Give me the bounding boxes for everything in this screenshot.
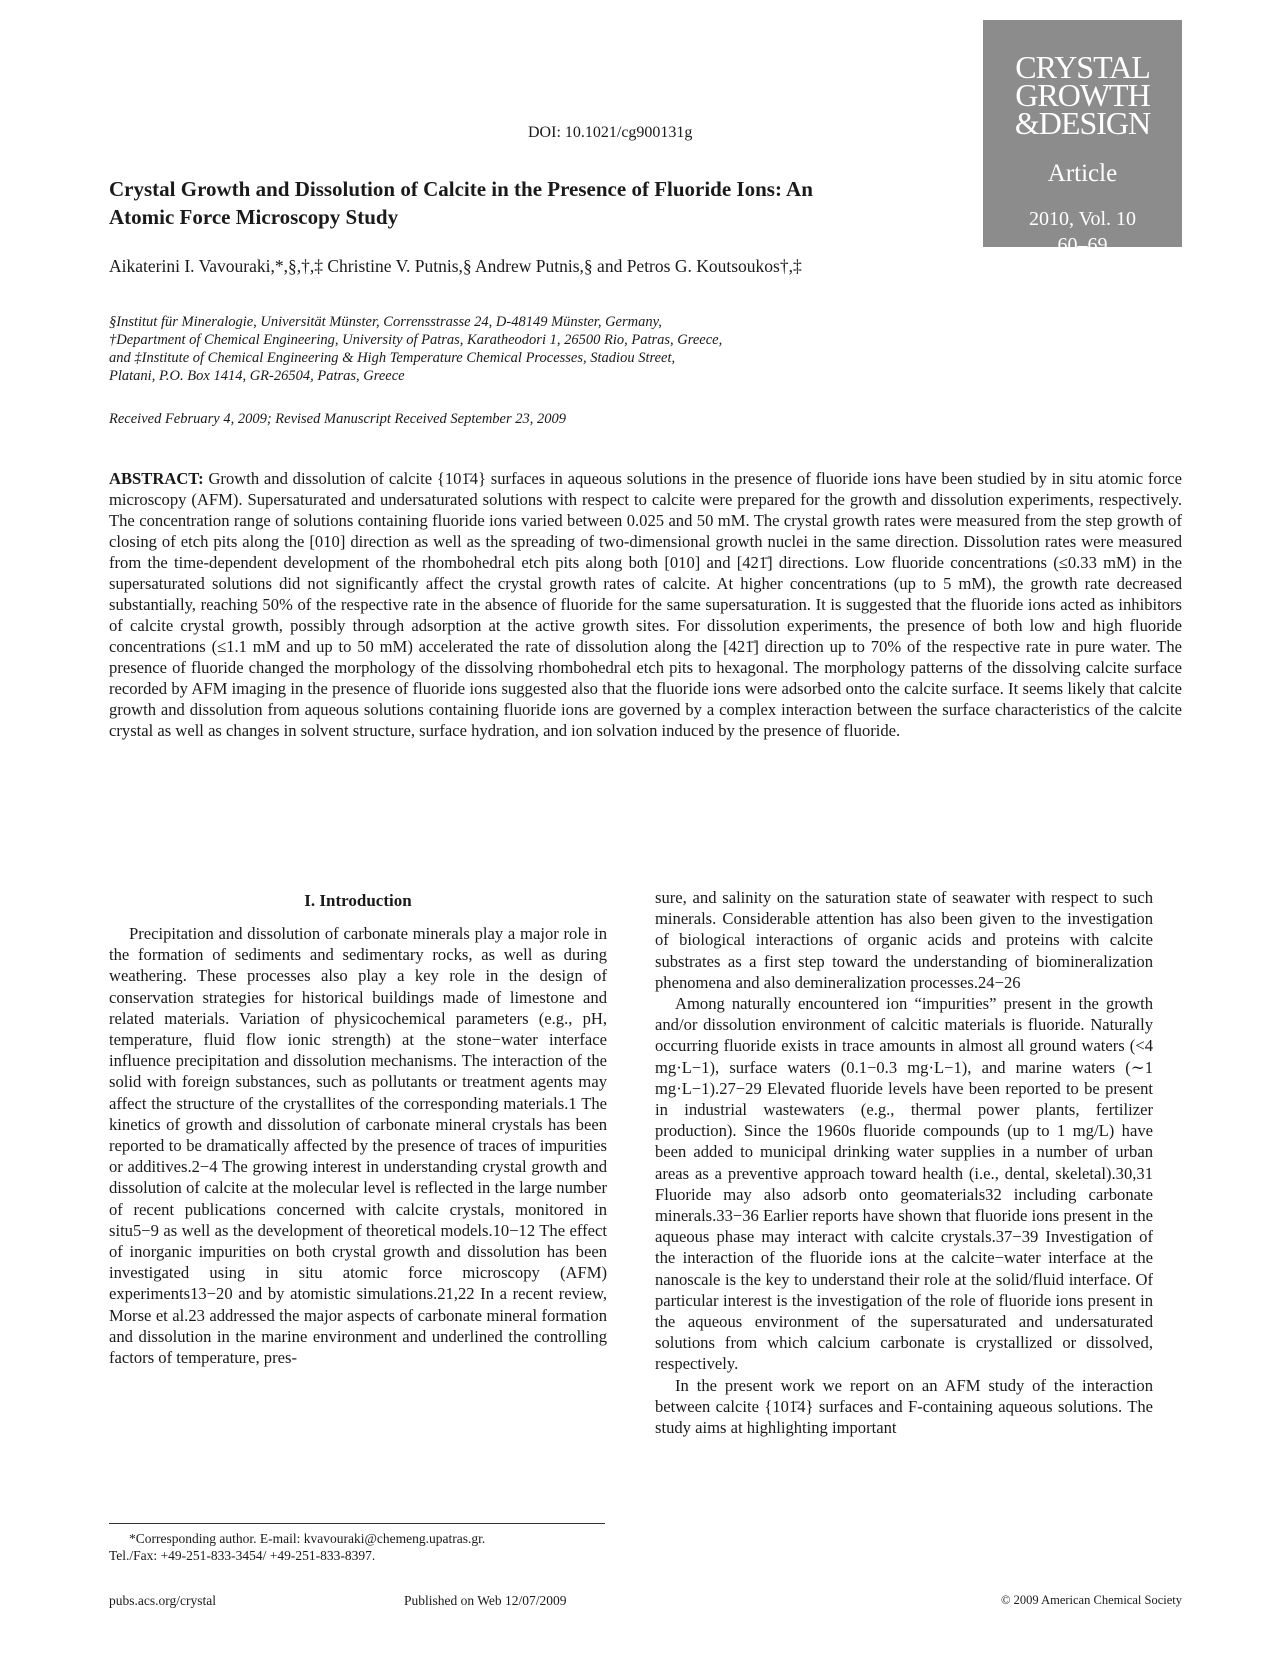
affiliation-4: Platani, P.O. Box 1414, GR-26504, Patras, Greece [109,368,405,384]
authors: Aikaterini I. Vavouraki,*,§,†,‡ Christine V. Putnis,§ Andrew Putnis,§ and Petros G. Koutsoukos†,‡ [109,256,802,276]
abstract-text: Growth and dissolution of calcite {101̄4} surfaces in aqueous solutions in the presence of fluoride ions have been studied by in situ atomic force microscopy (AFM). Supersaturated and undersaturated solutions with respect to calcite were prepared for the growth and dissolution experiments, respectively. The concentration range of solutions containing fluoride ions varied between 0.025 and 50 mM. The crystal growth rates were measured from the step growth of closing of etch pits along the [010] direction as well as the spreading of two-dimensional growth nuclei in the same direction. Dissolution rates were measured from the time-dependent development of the rhombohedral etch pits along both [010] and [421̄] directions. Low fluoride concentrations (≤0.33 mM) in the supersaturated solutions did not significantly affect the crystal growth rates of calcite. At higher concentrations (up to 5 mM), the growth rate decreased substantially, reaching 50% of the respective rate in the absence of fluoride for the same supersaturation. It is suggested that the fluoride ions acted as inhibitors of calcite crystal growth, possibly through adsorption at the active growth sites. For dissolution experiments, the presence of both low and high fluoride concentrations (≤1.1 mM and up to 50 mM) accelerated the rate of dissolution along the [421̄] direction up to 70% of the respective rate in pure water. The presence of fluoride changed the morphology of the dissolving rhombohedral etch pits to hexagonal. The morphology patterns of the dissolving calcite surface recorded by AFM imaging in the presence of fluoride ions suggested also that the fluoride ions were adsorbed onto the calcite surface. It seems likely that calcite growth and dissolution from aqueous solutions containing fluoride ions are governed by a complex interaction between the surface characteristics of the calcite crystal as well as changes in solvent structure, surface hydration, and ion solvation induced by the presence of fluoride. [109,469,1182,740]
affiliation-2: †Department of Chemical Engineering, University of Patras, Karatheodori 1, 26500 Rio, Patras, Greece, [109,332,723,348]
footnote-line-1: *Corresponding author. E-mail: kvavouraki@chemeng.upatras.gr. [129,1531,486,1546]
section-heading: I. Introduction [304,891,412,910]
paragraph: Among naturally encountered ion “impurities” present in the growth and/or dissolution environment of calcitic materials is fluoride. Naturally occurring fluoride exists in trace amounts in almost all ground waters (<4 mg·L−1), surface waters (0.1−0.3 mg·L−1), and marine waters (∼1 mg·L−1).27−29 Elevated fluoride levels have been reported to be present in industrial wastewaters (e.g., thermal power plants, fertilizer production). Since the 1960s fluoride compounds (up to 1 mg/L) have been added to municipal drinking water supplies in a number of urban areas as a preventive approach toward health (i.e., dental, skeletal).30,31 Fluoride may also adsorb onto geomaterials32 including carbonate minerals.33−36 Earlier reports have shown that fluoride ions present in the aqueous phase may interact with calcite crystals.37−39 Investigation of the interaction of the fluoride ions at the calcite−water interface at the nanoscale is the key to understand their role at the solid/fluid interface. Of particular interest is the investigation of the role of fluoride ions present in the aqueous environment of the supersaturated and undersaturated solutions from which calcium carbonate is crystallized or dissolved, respectively. [655,994,1153,1374]
doi: DOI: 10.1021/cg900131g [528,124,693,141]
abstract [109,468,1182,741]
left-column [109,923,607,1368]
paragraph: In the present work we report on an AFM study of the interaction between calcite {101̄4} surfaces and F-containing aqueous solutions. The study aims at highlighting important [655,1375,1153,1438]
affiliation-1: §Institut für Mineralogie, Universität Münster, Corrensstrasse 24, D-48149 Münster, Germany, [109,314,662,330]
paragraph: sure, and salinity on the saturation state of seawater with respect to such minerals. Considerable attention has also been given to the investigation of biological interactions of organic acids and proteins with calcite substrates as a first step toward the understanding of biomineralization phenomena and also demineralization processes.24−26 [655,888,1153,992]
footer-url: pubs.acs.org/crystal [109,1593,216,1608]
right-column [655,887,1153,1438]
abstract-label: ABSTRACT: [109,469,204,488]
journal-name: CRYSTAL GROWTH &DESIGN [1014,49,1151,141]
footer-published: Published on Web 12/07/2009 [404,1593,567,1608]
footer-copyright: © 2009 American Chemical Society [1001,1593,1182,1607]
paper-title: Crystal Growth and Dissolution of Calcite in the Presence of Fluoride Ions: An Atomic Force Microscopy Study [109,177,813,229]
footnote [109,1530,607,1564]
footnote-line-2: Tel./Fax: +49-251-833-3454/ +49-251-833-8397. [109,1548,376,1563]
paragraph: Precipitation and dissolution of carbonate minerals play a major role in the formation of sediments and sedimentary rocks, as well as during weathering. These processes also play a key role in the design of conservation strategies for historical buildings made of limestone and related materials. Variation of physicochemical parameters (e.g., pH, temperature, fluid flow ionic strength) at the stone−water interface influence precipitation and dissolution mechanisms. The interaction of the solid with foreign substances, such as pollutants or treatment agents may affect the structure of the crystallites of the corresponding materials.1 The kinetics of growth and dissolution of carbonate mineral crystals has been reported to be dramatically affected by the presence of traces of impurities or additives.2−4 The growing interest in understanding crystal growth and dissolution of calcite at the molecular level is reflected in the large number of recent publications concerned with calcite crystals, monitored in situ5−9 as well as the development of theoretical models.10−12 The effect of inorganic impurities on both crystal growth and dissolution has been investigated using in situ atomic force microscopy (AFM) experiments13−20 and by atomistic simulations.21,22 In a recent review, Morse et al.23 addressed the major aspects of carbonate mineral formation and dissolution in the marine environment and underlined the controlling factors of temperature, pres- [109,924,607,1368]
journal-issue: 2010, Vol. 10 60–69 [1028,208,1137,256]
received-dates: Received February 4, 2009; Revised Manuscript Received September 23, 2009 [109,411,566,427]
footnote-rule [109,1523,605,1524]
journal-badge [983,20,1182,256]
affiliation-3: and ‡Institute of Chemical Engineering & High Temperature Chemical Processes, Stadiou Street, [109,350,676,366]
affiliations [109,313,879,385]
article-type: Article [1047,160,1118,187]
